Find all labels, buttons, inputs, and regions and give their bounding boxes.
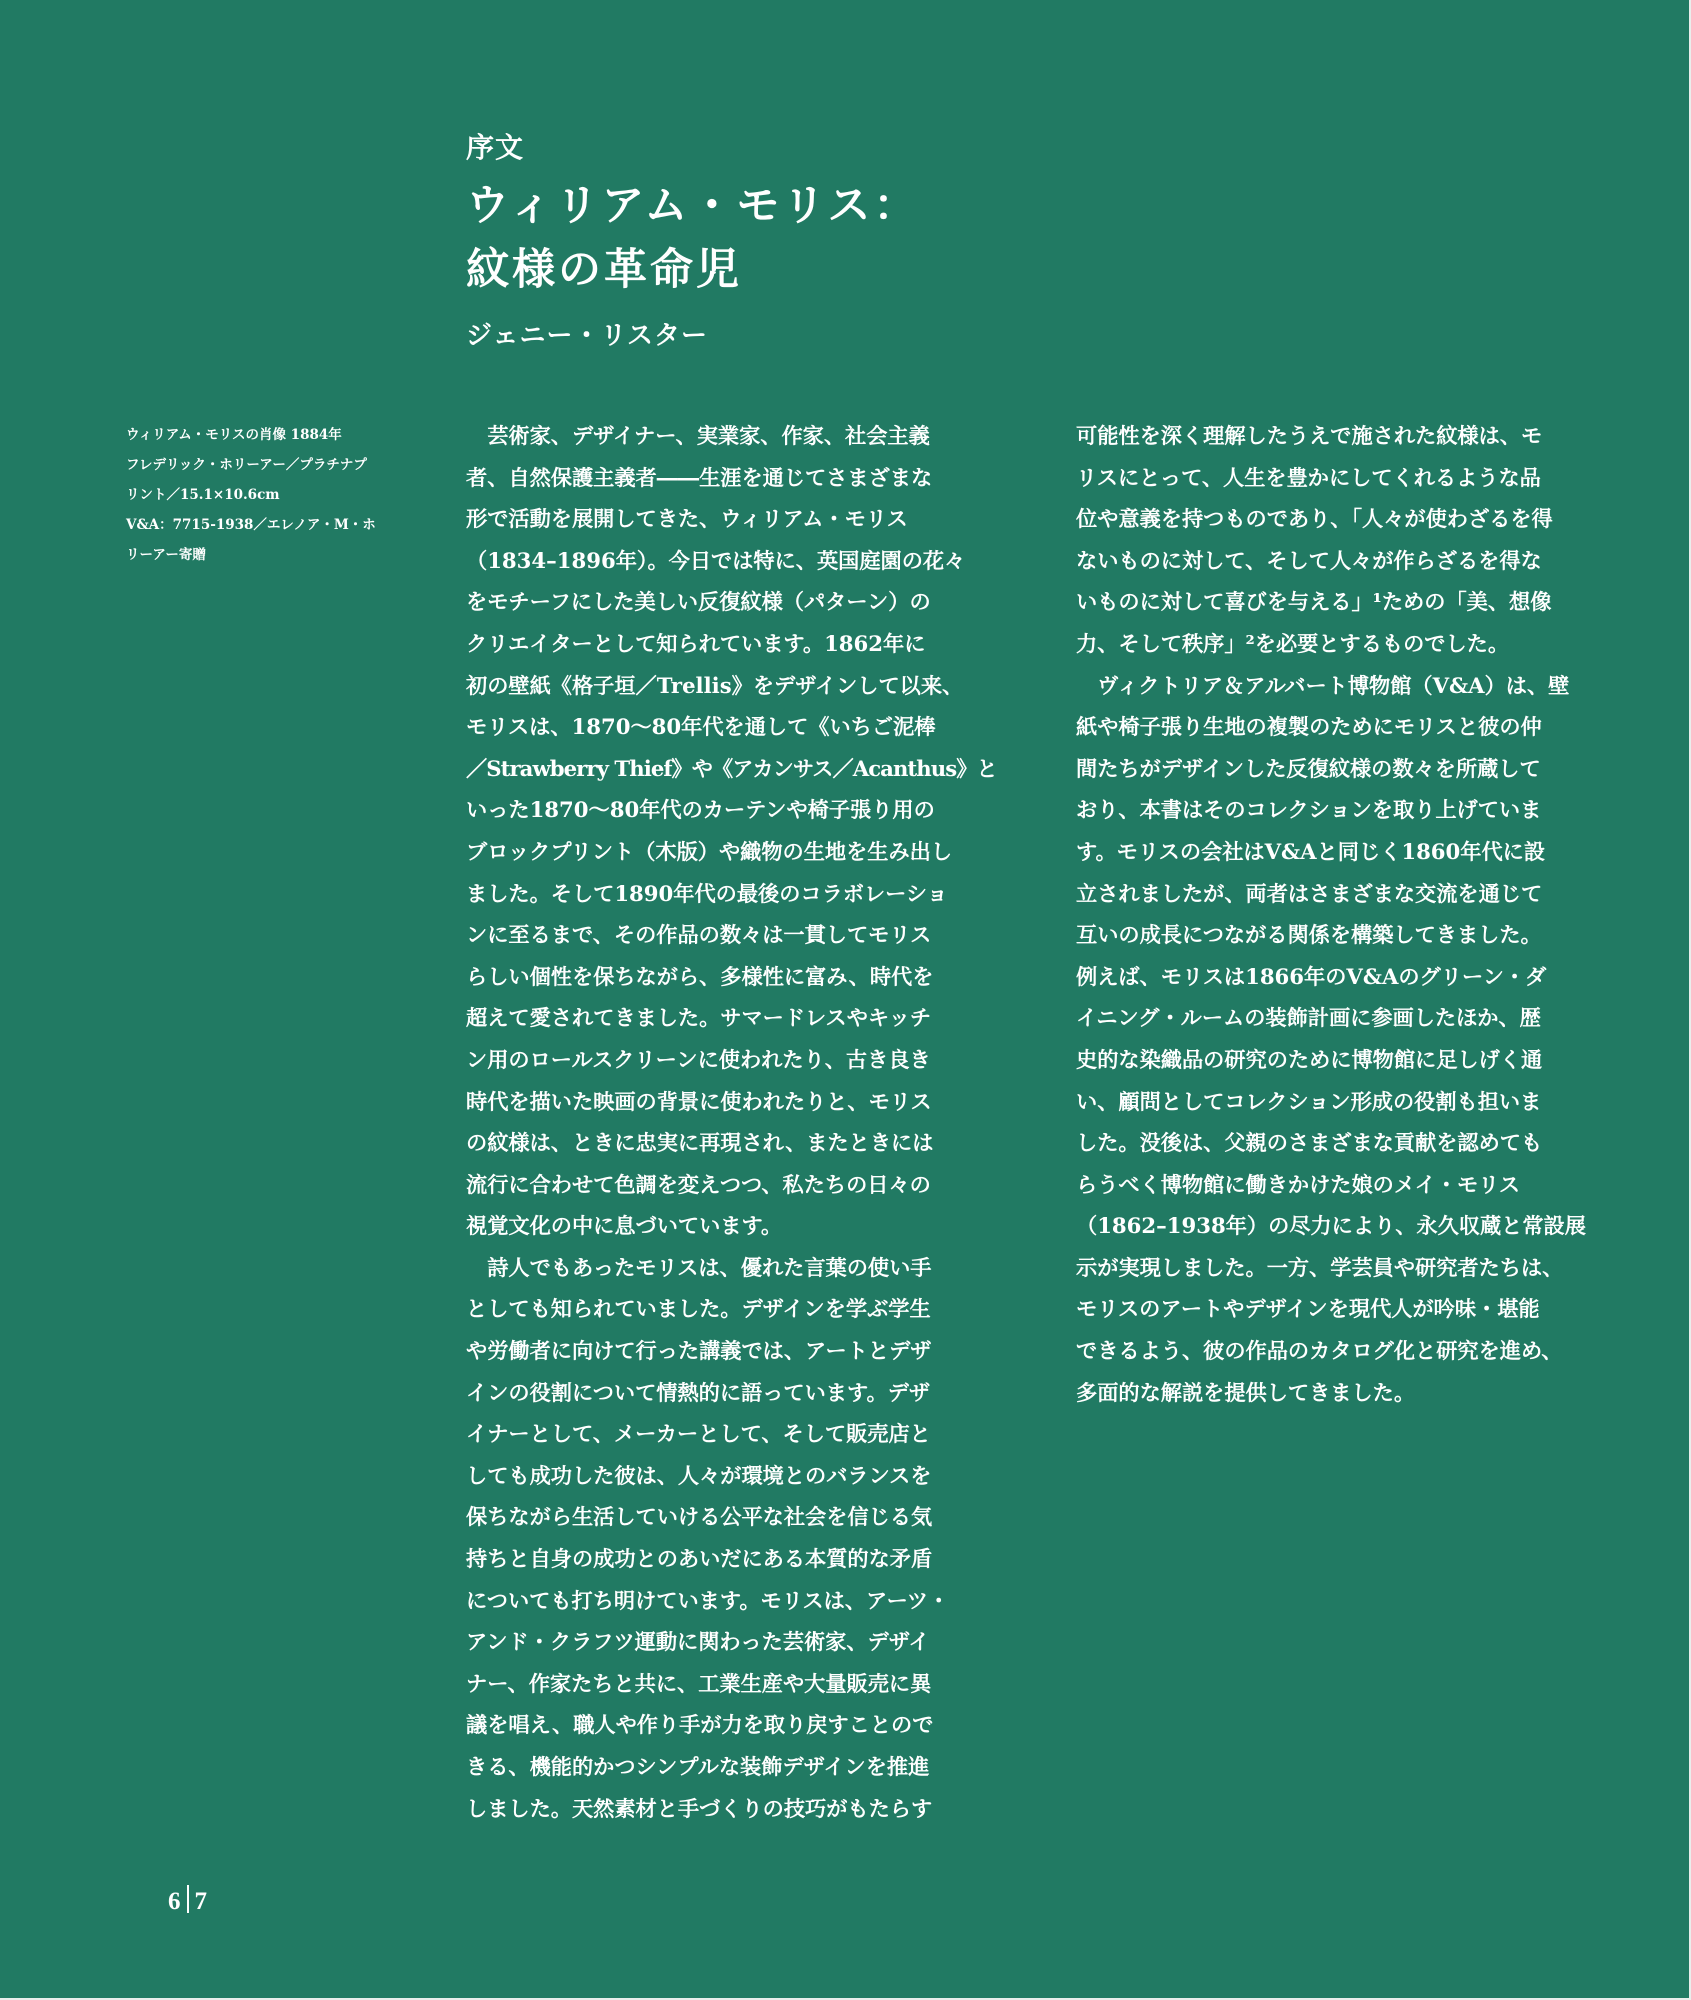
body-text-line: しても成功した彼は、人々が環境とのバランスを <box>466 1462 932 1488</box>
body-text-line: ないものに対して、そして人々が作らざるを得な <box>1076 547 1542 573</box>
body-text-line: らうべく博物館に働きかけた娘のメイ・モリス <box>1076 1171 1521 1197</box>
body-text-line: ヴィクトリア＆アルバート博物館（V&A）は、壁 <box>1076 672 1570 698</box>
body-text-line: ブロックプリント（木版）や織物の生地を生み出し <box>466 838 953 864</box>
body-text-line: い、顧問としてコレクション形成の役割も担いま <box>1076 1088 1542 1114</box>
body-text-line: イニング・ルームの装飾計画に参画したほか、歴 <box>1076 1005 1541 1031</box>
body-text-line: 持ちと自身の成功とのあいだにある本質的な矛盾 <box>466 1546 933 1572</box>
body-text-line: の紋様は、ときに忠実に再現され、またときには <box>466 1130 934 1156</box>
body-text-line: 可能性を深く理解したうえで施された紋様は、モ <box>1076 423 1543 448</box>
body-text-line: 形で活動を展開してきた、ウィリアム・モリス <box>466 506 908 532</box>
caption-line: フレデリック・ホリーアー／プラチナプ <box>126 457 367 473</box>
body-column-right <box>1076 415 1608 1413</box>
body-text-line: いものに対して喜びを与える」¹ための「美、想像 <box>1076 589 1552 615</box>
caption-line: ウィリアム・モリスの肖像 1884年 <box>126 427 342 443</box>
body-text-line: 時代を描いた映画の背景に使われたりと、モリス <box>466 1088 932 1114</box>
body-text-line: きる、機能的かつシンプルな装飾デザインを推進 <box>466 1754 930 1779</box>
author-name: ジェニー・リスター <box>466 321 708 351</box>
body-text-line: イナーとして、メーカーとして、そして販売店と <box>466 1421 931 1447</box>
body-text-line: や労働者に向けて行った講義では、アートとデザ <box>466 1338 932 1364</box>
body-text-line: らしい個性を保ちながら、多様性に富み、時代を <box>466 963 934 989</box>
caption-line: リーアー寄贈 <box>126 547 206 563</box>
section-label: 序文 <box>466 131 525 164</box>
body-text-line: 力、そして秩序」²を必要とするものでした。 <box>1076 630 1510 656</box>
body-text-line: 互いの成長につながる関係を構築してきました。 <box>1076 922 1542 948</box>
body-text-line: モリスは、1870～80年代を通して《いちご泥棒 <box>466 714 936 740</box>
body-text-line: クリエイターとして知られています。1862年に <box>466 630 926 656</box>
chapter-title-line-2: 紋様の革命児 <box>466 245 742 295</box>
chapter-title-line-1: ウィリアム・モリス： <box>466 181 920 231</box>
body-text-line: 史的な染織品の研究のために博物館に足しげく通 <box>1076 1046 1543 1072</box>
body-text-line: インの役割について情熱的に語っています。デザ <box>466 1379 931 1405</box>
body-text-line: ナー、作家たちと共に、工業生産や大量販売に異 <box>466 1670 932 1696</box>
body-text-line: をモチーフにした美しい反復紋様（パターン）の <box>466 589 931 615</box>
caption-line: V&A：7715-1938／エレノア・M・ホ <box>126 517 376 533</box>
body-text-line: 保ちながら生活していける公平な社会を信じる気 <box>466 1504 933 1530</box>
page-number-right: 7 <box>194 1888 207 1915</box>
body-text-line: ンに至るまで、その作品の数々は一貫してモリス <box>466 922 932 948</box>
body-text-line: 初の壁紙《格子垣／Trellis》をデザインして以来、 <box>466 672 964 698</box>
caption-line: リント／15.1×10.6cm <box>126 487 280 503</box>
body-text-line: リスにとって、人生を豊かにしてくれるような品 <box>1076 464 1541 490</box>
body-text-line: アンド・クラフツ運動に関わった芸術家、デザイ <box>466 1629 930 1655</box>
body-text-line: 超えて愛されてきました。サマードレスやキッチ <box>466 1005 932 1031</box>
body-text-line: ました。そして1890年代の最後のコラボレーショ <box>466 880 948 906</box>
body-text-line: 芸術家、デザイナー、実業家、作家、社会主義 <box>466 423 930 448</box>
body-text-line: いった1870～80年代のカーテンや椅子張り用の <box>466 797 935 823</box>
body-text-line: おり、本書はそのコレクションを取り上げていま <box>1076 797 1542 823</box>
body-text-line: 詩人でもあったモリスは、優れた言葉の使い手 <box>466 1254 932 1280</box>
body-text-line: （1834–1896年）。今日では特に、英国庭園の花々 <box>466 547 966 573</box>
body-text-line: ／Strawberry Thief》や《アカンサス／Acanthus》と <box>466 755 997 781</box>
body-text-line: 流行に合わせて色調を変えつつ、私たちの日々の <box>466 1171 931 1197</box>
body-text-line: 視覚文化の中に息づいています。 <box>466 1213 783 1239</box>
folio-divider <box>187 1885 189 1913</box>
body-text-line: ン用のロールスクリーンに使われたり、古き良き <box>466 1046 931 1072</box>
body-text-line: 間たちがデザインした反復紋様の数々を所蔵して <box>1076 755 1541 781</box>
page-number-left: 6 <box>168 1888 181 1915</box>
body-text-line: モリスのアートやデザインを現代人が吟味・堪能 <box>1076 1296 1540 1322</box>
body-text-line: す。モリスの会社はV&Aと同じく1860年代に設 <box>1076 838 1546 864</box>
chapter-header <box>466 128 1166 354</box>
body-text-line: 示が実現しました。一方、学芸員や研究者たちは、 <box>1076 1254 1564 1280</box>
body-text-line: 例えば、モリスは1866年のV&Aのグリーン・ダ <box>1076 963 1547 989</box>
body-text-line: 立されましたが、両者はさまざまな交流を通じて <box>1076 880 1543 906</box>
page-folio <box>168 1882 207 1922</box>
body-text-line: 議を唱え、職人や作り手が力を取り戻すことので <box>466 1712 934 1738</box>
image-caption <box>126 420 446 570</box>
body-text-line: できるよう、彼の作品のカタログ化と研究を進め、 <box>1076 1338 1563 1364</box>
body-text-line: （1862–1938年）の尽力により、永久収蔵と常設展 <box>1076 1213 1586 1239</box>
body-text-line: についても打ち明けています。モリスは、アーツ・ <box>466 1587 950 1613</box>
body-text-line: 多面的な解説を提供してきました。 <box>1076 1379 1416 1405</box>
body-text-line: としても知られていました。デザインを学ぶ学生 <box>466 1296 931 1322</box>
body-text-line: 紙や椅子張り生地の複製のためにモリスと彼の仲 <box>1076 714 1542 740</box>
body-text-line: しました。天然素材と手づくりの技巧がもたらす <box>466 1795 933 1821</box>
body-text-line: 者、自然保護主義者――生涯を通じてさまざまな <box>466 464 933 490</box>
body-text-line: 位や意義を持つものであり、「人々が使わざるを得 <box>1076 506 1553 532</box>
body-column-left <box>466 415 998 1829</box>
body-text-line: した。没後は、父親のさまざまな貢献を認めても <box>1076 1130 1543 1156</box>
